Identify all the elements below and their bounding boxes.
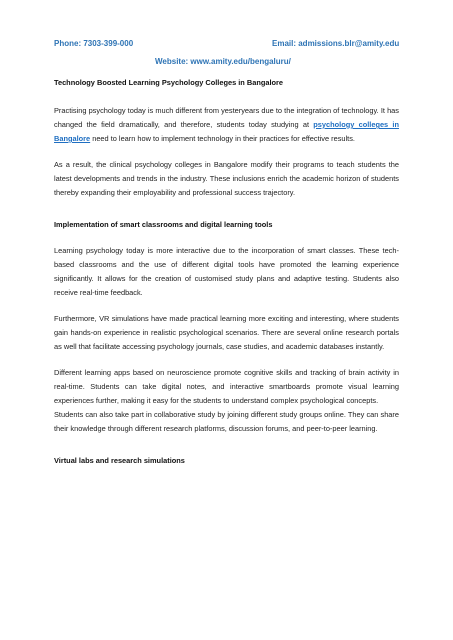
section-heading-smart-classrooms: Implementation of smart classrooms and digital learning tools <box>54 220 273 229</box>
header-email[interactable]: Email: admissions.blr@amity.edu <box>272 39 400 48</box>
psychology-colleges-link[interactable]: psychology colleges in Bangalore <box>54 120 399 143</box>
section1-paragraph-4: Students can also take part in collaborative study by joining different study groups online. They can share their knowledge through different research platforms, discussion forums, and peer-to-peer learning. <box>54 410 399 433</box>
paragraph-2: As a result, the clinical psychology colleges in Bangalore modify their programs to teach students the latest developments and trends in the industry. These inclusions enrich the academic horizon of students thereby expanding their employability and professional success trajectory. <box>54 160 399 197</box>
document-title: Technology Boosted Learning Psychology Colleges in Bangalore <box>54 78 284 87</box>
intro-text-end: need to learn how to implement technology in their practices for effective results. <box>90 134 355 143</box>
intro-text-start: Practising psychology today is much different from yesteryears due to the integration of technology. It has changed the field dramatically, and therefore, students today studying at <box>54 106 399 129</box>
intro-paragraph <box>54 104 399 146</box>
header-website[interactable]: Website: www.amity.edu/bengaluru/ <box>155 57 291 66</box>
section-heading-virtual-labs: Virtual labs and research simulations <box>54 456 185 465</box>
section1-paragraph-1: Learning psychology today is more interactive due to the incorporation of smart classes. These tech-based classrooms and the use of different digital tools have promoted the learning experience significantly. It allows for the creation of customised study plans and adaptive testing. Students also receive real-time feedback. <box>54 246 399 297</box>
section1-paragraph-2: Furthermore, VR simulations have made practical learning more exciting and interesting, where students gain hands-on experience in realistic psychological scenarios. There are several online research portals as well that facilitate accessing psychology journals, case studies, and academic databases instantly. <box>54 314 399 351</box>
document-body <box>54 70 399 468</box>
header-phone: Phone: 7303-399-000 <box>54 39 134 48</box>
section1-paragraph-3: Different learning apps based on neuroscience promote cognitive skills and tracking of brain activity in real-time. Students can take digital notes, and interactive smartboards promote visual learning experiences further, making it easy for the students to understand complex psychological concepts. <box>54 368 399 405</box>
